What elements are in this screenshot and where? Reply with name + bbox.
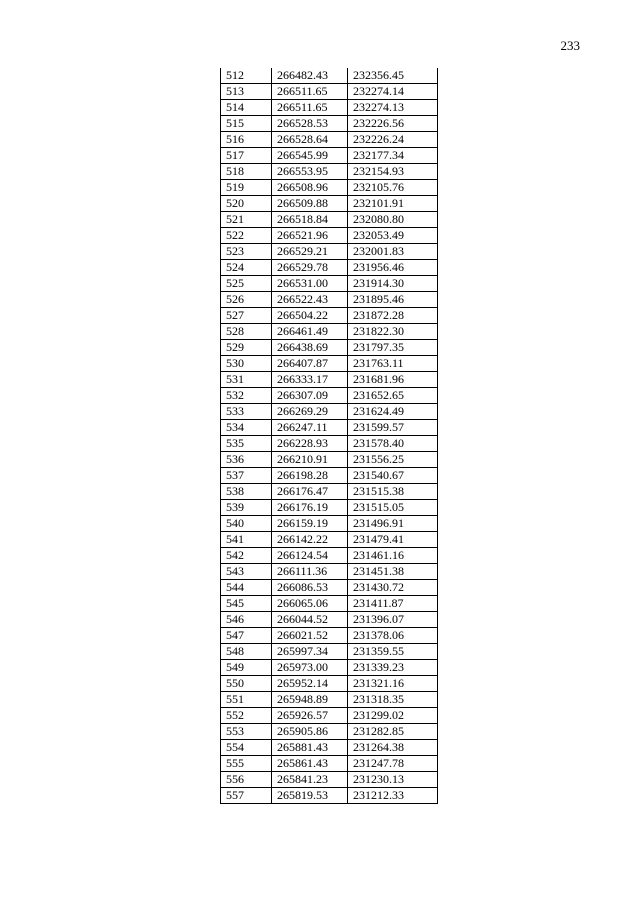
y-coordinate-cell: 231230.13 — [348, 772, 438, 788]
x-coordinate-cell: 266159.19 — [272, 516, 348, 532]
x-coordinate-cell: 266528.53 — [272, 116, 348, 132]
table-row — [221, 676, 438, 692]
y-coordinate-cell: 232080.80 — [348, 212, 438, 228]
table-row — [221, 548, 438, 564]
y-coordinate-cell: 231378.06 — [348, 628, 438, 644]
y-coordinate-cell: 231578.40 — [348, 436, 438, 452]
x-coordinate-cell: 265841.23 — [272, 772, 348, 788]
table-row — [221, 452, 438, 468]
point-number-cell: 524 — [221, 260, 272, 276]
x-coordinate-cell: 266461.49 — [272, 324, 348, 340]
point-number-cell: 513 — [221, 84, 272, 100]
table-row — [221, 116, 438, 132]
y-coordinate-cell: 231411.87 — [348, 596, 438, 612]
x-coordinate-cell: 266044.52 — [272, 612, 348, 628]
x-coordinate-cell: 266333.17 — [272, 372, 348, 388]
point-number-cell: 526 — [221, 292, 272, 308]
point-number-cell: 546 — [221, 612, 272, 628]
y-coordinate-cell: 231681.96 — [348, 372, 438, 388]
point-number-cell: 529 — [221, 340, 272, 356]
point-number-cell: 527 — [221, 308, 272, 324]
x-coordinate-cell: 266176.47 — [272, 484, 348, 500]
x-coordinate-cell: 265881.43 — [272, 740, 348, 756]
y-coordinate-cell: 232101.91 — [348, 196, 438, 212]
y-coordinate-cell: 231515.05 — [348, 500, 438, 516]
point-number-cell: 515 — [221, 116, 272, 132]
x-coordinate-cell: 266407.87 — [272, 356, 348, 372]
table-row — [221, 500, 438, 516]
point-number-cell: 523 — [221, 244, 272, 260]
y-coordinate-cell: 231652.65 — [348, 388, 438, 404]
x-coordinate-cell: 266438.69 — [272, 340, 348, 356]
point-number-cell: 537 — [221, 468, 272, 484]
point-number-cell: 528 — [221, 324, 272, 340]
table-row — [221, 708, 438, 724]
y-coordinate-cell: 232274.13 — [348, 100, 438, 116]
y-coordinate-cell: 231318.35 — [348, 692, 438, 708]
table-row — [221, 324, 438, 340]
y-coordinate-cell: 232105.76 — [348, 180, 438, 196]
point-number-cell: 522 — [221, 228, 272, 244]
point-number-cell: 540 — [221, 516, 272, 532]
coordinates-table — [220, 68, 438, 804]
point-number-cell: 530 — [221, 356, 272, 372]
y-coordinate-cell: 231264.38 — [348, 740, 438, 756]
x-coordinate-cell: 266529.78 — [272, 260, 348, 276]
x-coordinate-cell: 266504.22 — [272, 308, 348, 324]
y-coordinate-cell: 231624.49 — [348, 404, 438, 420]
table-row — [221, 740, 438, 756]
table-row — [221, 132, 438, 148]
y-coordinate-cell: 231396.07 — [348, 612, 438, 628]
table-row — [221, 532, 438, 548]
x-coordinate-cell: 266247.11 — [272, 420, 348, 436]
table-row — [221, 468, 438, 484]
x-coordinate-cell: 266307.09 — [272, 388, 348, 404]
y-coordinate-cell: 231895.46 — [348, 292, 438, 308]
y-coordinate-cell: 232177.34 — [348, 148, 438, 164]
x-coordinate-cell: 266269.29 — [272, 404, 348, 420]
x-coordinate-cell: 265926.57 — [272, 708, 348, 724]
point-number-cell: 544 — [221, 580, 272, 596]
table-row — [221, 68, 438, 84]
x-coordinate-cell: 266531.00 — [272, 276, 348, 292]
point-number-cell: 520 — [221, 196, 272, 212]
x-coordinate-cell: 265973.00 — [272, 660, 348, 676]
y-coordinate-cell: 231282.85 — [348, 724, 438, 740]
point-number-cell: 532 — [221, 388, 272, 404]
point-number-cell: 555 — [221, 756, 272, 772]
y-coordinate-cell: 231496.91 — [348, 516, 438, 532]
x-coordinate-cell: 266228.93 — [272, 436, 348, 452]
point-number-cell: 533 — [221, 404, 272, 420]
x-coordinate-cell: 266198.28 — [272, 468, 348, 484]
x-coordinate-cell: 265861.43 — [272, 756, 348, 772]
x-coordinate-cell: 266210.91 — [272, 452, 348, 468]
table-row — [221, 724, 438, 740]
y-coordinate-cell: 231479.41 — [348, 532, 438, 548]
y-coordinate-cell: 231451.38 — [348, 564, 438, 580]
table-row — [221, 340, 438, 356]
x-coordinate-cell: 265952.14 — [272, 676, 348, 692]
x-coordinate-cell: 266518.84 — [272, 212, 348, 228]
table-row — [221, 772, 438, 788]
table-row — [221, 612, 438, 628]
point-number-cell: 521 — [221, 212, 272, 228]
point-number-cell: 554 — [221, 740, 272, 756]
x-coordinate-cell: 266482.43 — [272, 68, 348, 84]
y-coordinate-cell: 232154.93 — [348, 164, 438, 180]
point-number-cell: 516 — [221, 132, 272, 148]
point-number-cell: 552 — [221, 708, 272, 724]
y-coordinate-cell: 231212.33 — [348, 788, 438, 804]
y-coordinate-cell: 231556.25 — [348, 452, 438, 468]
x-coordinate-cell: 265948.89 — [272, 692, 348, 708]
x-coordinate-cell: 266142.22 — [272, 532, 348, 548]
x-coordinate-cell: 266522.43 — [272, 292, 348, 308]
point-number-cell: 551 — [221, 692, 272, 708]
point-number-cell: 535 — [221, 436, 272, 452]
point-number-cell: 518 — [221, 164, 272, 180]
y-coordinate-cell: 232001.83 — [348, 244, 438, 260]
point-number-cell: 547 — [221, 628, 272, 644]
x-coordinate-cell: 266521.96 — [272, 228, 348, 244]
point-number-cell: 541 — [221, 532, 272, 548]
table-row — [221, 756, 438, 772]
table-row — [221, 292, 438, 308]
table-row — [221, 100, 438, 116]
table-row — [221, 692, 438, 708]
y-coordinate-cell: 231515.38 — [348, 484, 438, 500]
table-row — [221, 596, 438, 612]
table-row — [221, 580, 438, 596]
table-row — [221, 356, 438, 372]
x-coordinate-cell: 266176.19 — [272, 500, 348, 516]
y-coordinate-cell: 231359.55 — [348, 644, 438, 660]
point-number-cell: 545 — [221, 596, 272, 612]
table-row — [221, 564, 438, 580]
table-row — [221, 228, 438, 244]
table-row — [221, 276, 438, 292]
y-coordinate-cell: 231797.35 — [348, 340, 438, 356]
x-coordinate-cell: 266111.36 — [272, 564, 348, 580]
table-row — [221, 788, 438, 804]
point-number-cell: 553 — [221, 724, 272, 740]
y-coordinate-cell: 232356.45 — [348, 68, 438, 84]
table-row — [221, 164, 438, 180]
x-coordinate-cell: 265819.53 — [272, 788, 348, 804]
point-number-cell: 512 — [221, 68, 272, 84]
point-number-cell: 519 — [221, 180, 272, 196]
y-coordinate-cell: 231599.57 — [348, 420, 438, 436]
point-number-cell: 514 — [221, 100, 272, 116]
table-row — [221, 260, 438, 276]
x-coordinate-cell: 266508.96 — [272, 180, 348, 196]
point-number-cell: 538 — [221, 484, 272, 500]
table-row — [221, 308, 438, 324]
x-coordinate-cell: 266065.06 — [272, 596, 348, 612]
y-coordinate-cell: 231540.67 — [348, 468, 438, 484]
table-row — [221, 404, 438, 420]
x-coordinate-cell: 266511.65 — [272, 84, 348, 100]
y-coordinate-cell: 231956.46 — [348, 260, 438, 276]
coordinates-table-body — [221, 68, 438, 804]
x-coordinate-cell: 266021.52 — [272, 628, 348, 644]
y-coordinate-cell: 231247.78 — [348, 756, 438, 772]
x-coordinate-cell: 266086.53 — [272, 580, 348, 596]
table-row — [221, 484, 438, 500]
x-coordinate-cell: 266545.99 — [272, 148, 348, 164]
x-coordinate-cell: 265905.86 — [272, 724, 348, 740]
x-coordinate-cell: 266529.21 — [272, 244, 348, 260]
y-coordinate-cell: 231763.11 — [348, 356, 438, 372]
table-row — [221, 628, 438, 644]
y-coordinate-cell: 231299.02 — [348, 708, 438, 724]
y-coordinate-cell: 232053.49 — [348, 228, 438, 244]
y-coordinate-cell: 231461.16 — [348, 548, 438, 564]
y-coordinate-cell: 231430.72 — [348, 580, 438, 596]
table-row — [221, 148, 438, 164]
y-coordinate-cell: 231872.28 — [348, 308, 438, 324]
point-number-cell: 539 — [221, 500, 272, 516]
x-coordinate-cell: 266553.95 — [272, 164, 348, 180]
y-coordinate-cell: 232226.24 — [348, 132, 438, 148]
table-row — [221, 372, 438, 388]
point-number-cell: 550 — [221, 676, 272, 692]
y-coordinate-cell: 231321.16 — [348, 676, 438, 692]
point-number-cell: 557 — [221, 788, 272, 804]
y-coordinate-cell: 231339.23 — [348, 660, 438, 676]
point-number-cell: 525 — [221, 276, 272, 292]
point-number-cell: 517 — [221, 148, 272, 164]
table-row — [221, 644, 438, 660]
y-coordinate-cell: 231914.30 — [348, 276, 438, 292]
table-row — [221, 388, 438, 404]
y-coordinate-cell: 232274.14 — [348, 84, 438, 100]
x-coordinate-cell: 265997.34 — [272, 644, 348, 660]
table-row — [221, 420, 438, 436]
point-number-cell: 536 — [221, 452, 272, 468]
x-coordinate-cell: 266124.54 — [272, 548, 348, 564]
page-number: 233 — [560, 38, 580, 53]
x-coordinate-cell: 266511.65 — [272, 100, 348, 116]
x-coordinate-cell: 266528.64 — [272, 132, 348, 148]
y-coordinate-cell: 232226.56 — [348, 116, 438, 132]
x-coordinate-cell: 266509.88 — [272, 196, 348, 212]
point-number-cell: 556 — [221, 772, 272, 788]
table-row — [221, 244, 438, 260]
point-number-cell: 549 — [221, 660, 272, 676]
point-number-cell: 542 — [221, 548, 272, 564]
point-number-cell: 531 — [221, 372, 272, 388]
point-number-cell: 534 — [221, 420, 272, 436]
table-row — [221, 516, 438, 532]
table-row — [221, 212, 438, 228]
point-number-cell: 543 — [221, 564, 272, 580]
table-row — [221, 84, 438, 100]
table-row — [221, 180, 438, 196]
y-coordinate-cell: 231822.30 — [348, 324, 438, 340]
table-row — [221, 660, 438, 676]
table-row — [221, 436, 438, 452]
point-number-cell: 548 — [221, 644, 272, 660]
table-row — [221, 196, 438, 212]
